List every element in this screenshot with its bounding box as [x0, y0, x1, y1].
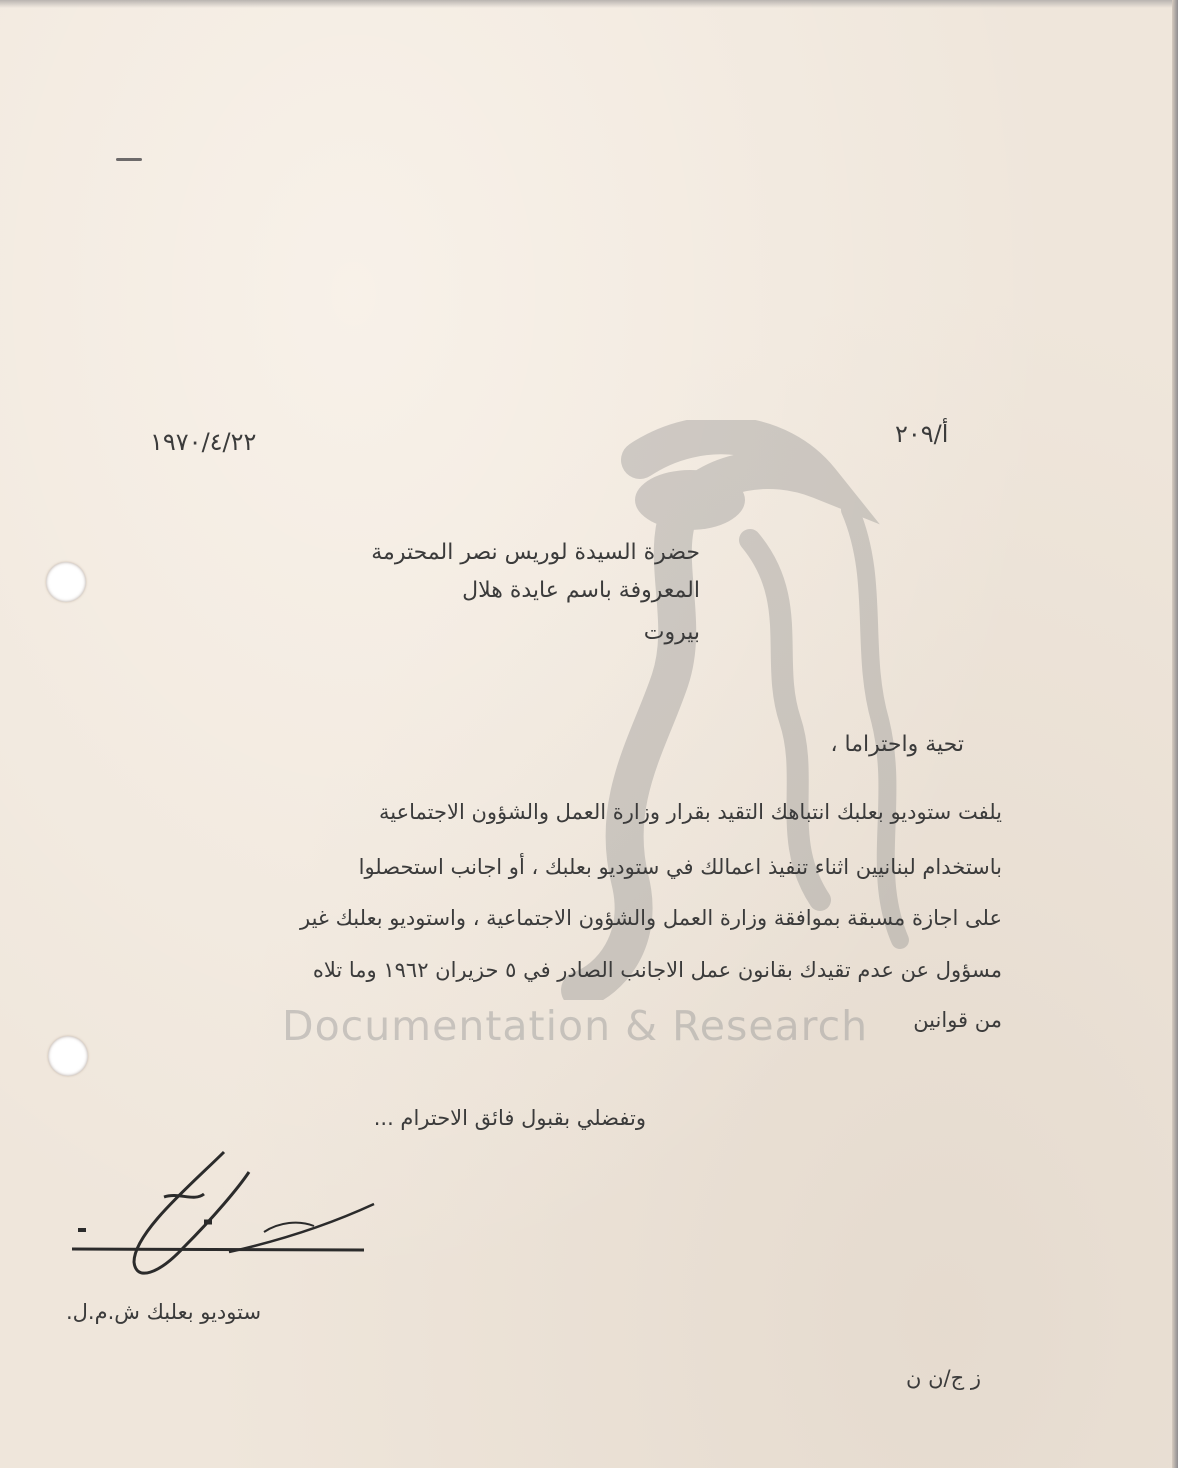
footer-initials: ز ج/ن ن	[906, 1366, 981, 1390]
margin-mark	[116, 158, 142, 161]
recipient-line-2: المعروفة باسم عايدة هلال	[462, 578, 700, 603]
recipient-line-1: حضرة السيدة لوريس نصر المحترمة	[371, 540, 700, 565]
body-line-4: مسؤول عن عدم تقيدك بقانون عمل الاجانب الصادر في ٥ حزيران ١٩٦٢ وما تلاه	[312, 958, 1002, 982]
signature-company: ستوديو بعلبك ش.م.ل.	[66, 1300, 262, 1324]
punch-hole-bottom	[48, 1036, 88, 1076]
punch-hole-top	[46, 562, 86, 602]
body-line-5: من قوانين	[913, 1008, 1002, 1032]
handwritten-signature-icon	[64, 1142, 394, 1292]
greeting: تحية واحتراما ،	[830, 732, 964, 757]
reference-number: أ/٢٠٩	[895, 420, 949, 448]
body-line-3: على اجازة مسبقة بموافقة وزارة العمل والشؤون الاجتماعية ، واستوديو بعلبك غير	[300, 906, 1002, 930]
scan-right-edge	[1172, 0, 1178, 1468]
body-line-2: باستخدام لبنانيين اثناء تنفيذ اعمالك في ستوديو بعلبك ، أو اجانب استحصلوا	[358, 855, 1002, 879]
recipient-line-3: بيروت	[643, 620, 700, 645]
scan-top-edge	[0, 0, 1178, 8]
body-line-1: يلفت ستوديو بعلبك انتباهك التقيد بقرار وزارة العمل والشؤون الاجتماعية	[379, 800, 1002, 824]
watermark-english-text: Documentation & Research	[282, 1002, 869, 1050]
closing-line: وتفضلي بقبول فائق الاحترام ...	[373, 1106, 646, 1130]
letter-date: ١٩٧٠/٤/٢٢	[150, 428, 257, 456]
